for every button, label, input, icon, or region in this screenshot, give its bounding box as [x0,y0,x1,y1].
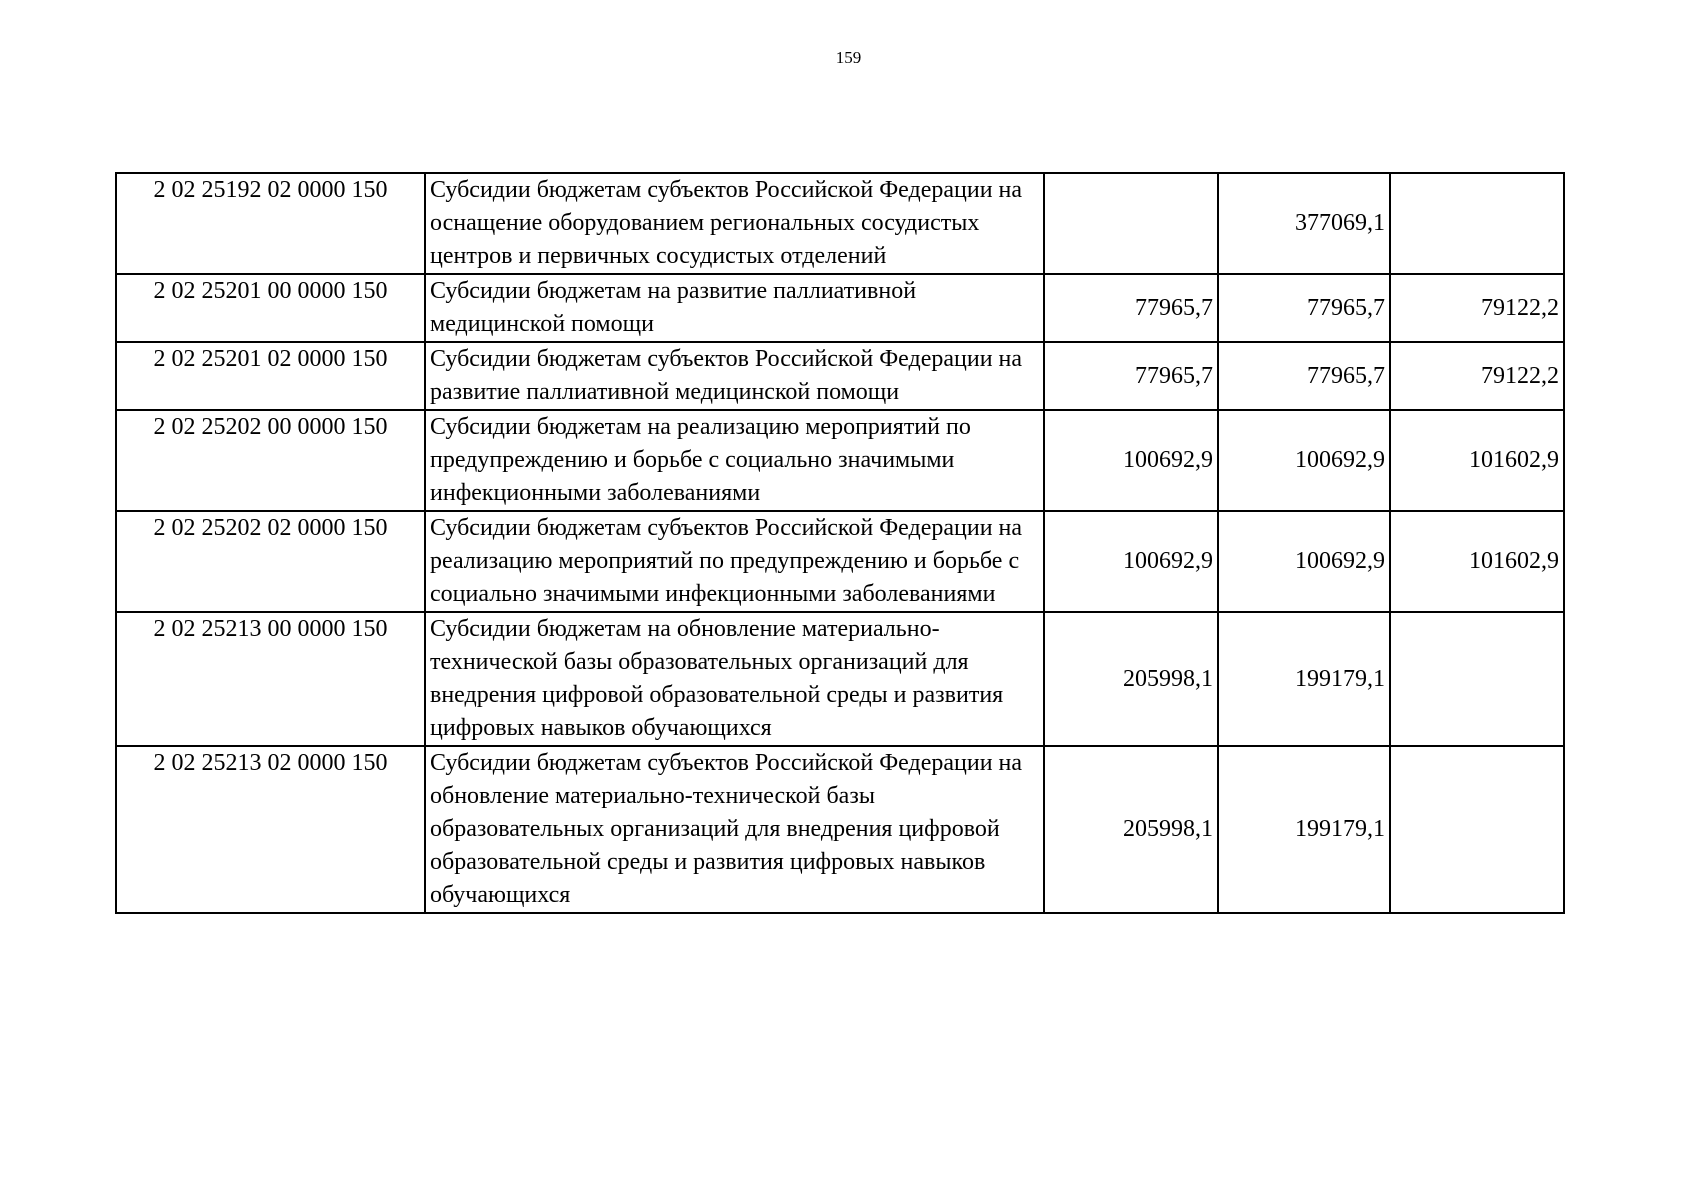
description-cell: Субсидии бюджетам субъектов Российской Федерации на оснащение оборудованием региональных сосудистых центров и первичных сосудистых отделений [425,173,1044,274]
table-row [116,746,1564,913]
value-cell-col1 [1044,173,1218,274]
budget-code-cell: 2 02 25201 02 0000 150 [116,342,425,410]
value-cell-col3 [1390,173,1564,274]
budget-code-cell: 2 02 25213 00 0000 150 [116,612,425,746]
table-row [116,612,1564,746]
value-cell-col1: 100692,9 [1044,511,1218,612]
value-cell-col3 [1390,746,1564,913]
budget-code-cell: 2 02 25213 02 0000 150 [116,746,425,913]
description-cell: Субсидии бюджетам субъектов Российской Федерации на реализацию мероприятий по предупреждению и борьбе с социально значимыми инфекционными заболеваниями [425,511,1044,612]
value-cell-col2: 77965,7 [1218,274,1390,342]
value-cell-col1: 205998,1 [1044,612,1218,746]
value-cell-col1: 77965,7 [1044,274,1218,342]
budget-code-cell: 2 02 25192 02 0000 150 [116,173,425,274]
table-row [116,511,1564,612]
description-cell: Субсидии бюджетам на реализацию мероприятий по предупреждению и борьбе с социально значимыми инфекционными заболеваниями [425,410,1044,511]
description-cell: Субсидии бюджетам на развитие паллиативной медицинской помощи [425,274,1044,342]
value-cell-col3 [1390,612,1564,746]
budget-code-cell: 2 02 25202 02 0000 150 [116,511,425,612]
value-cell-col1: 100692,9 [1044,410,1218,511]
table-row [116,342,1564,410]
page-number: 159 [835,48,862,67]
value-cell-col2: 100692,9 [1218,410,1390,511]
budget-code-cell: 2 02 25201 00 0000 150 [116,274,425,342]
table-row [116,173,1564,274]
value-cell-col3: 101602,9 [1390,410,1564,511]
value-cell-col2: 199179,1 [1218,746,1390,913]
value-cell-col2: 199179,1 [1218,612,1390,746]
table-row [116,274,1564,342]
description-cell: Субсидии бюджетам субъектов Российской Федерации на обновление материально-технической базы образовательных организаций для внедрения цифровой образовательной среды и развития цифровых навыков обучающихся [425,746,1044,913]
value-cell-col3: 101602,9 [1390,511,1564,612]
value-cell-col3: 79122,2 [1390,342,1564,410]
value-cell-col1: 77965,7 [1044,342,1218,410]
description-cell: Субсидии бюджетам субъектов Российской Федерации на развитие паллиативной медицинской помощи [425,342,1044,410]
value-cell-col2: 100692,9 [1218,511,1390,612]
budget-code-cell: 2 02 25202 00 0000 150 [116,410,425,511]
value-cell-col1: 205998,1 [1044,746,1218,913]
description-cell: Субсидии бюджетам на обновление материально-технической базы образовательных организаций для внедрения цифровой образовательной среды и развития цифровых навыков обучающихся [425,612,1044,746]
table-row [116,410,1564,511]
value-cell-col3: 79122,2 [1390,274,1564,342]
value-cell-col2: 377069,1 [1218,173,1390,274]
value-cell-col2: 77965,7 [1218,342,1390,410]
budget-table [115,172,1565,914]
